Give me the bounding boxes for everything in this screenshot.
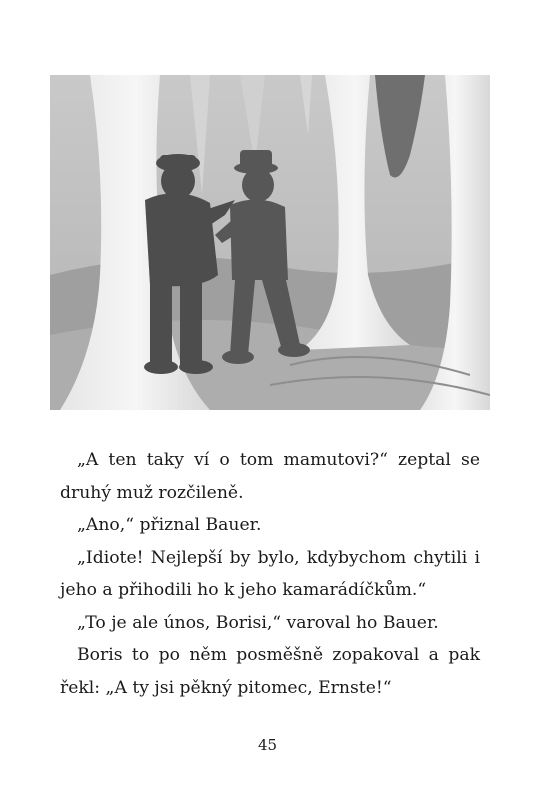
- paragraph: Boris to po něm posměšně zopakoval a pak řekl: „A ty jsi pěkný pitomec, Ernste!“: [60, 645, 480, 698]
- story-text: [60, 444, 480, 704]
- paragraph: „A ten taky ví o tom mamutovi?“ zeptal se druhý muž rozčileně.: [60, 450, 480, 503]
- paragraph: „Idiote! Nejlepší by bylo, kdybychom chytili i jeho a přihodili ho k jeho kamarádíčkům.“: [60, 547, 480, 600]
- paragraph: „To je ale únos, Borisi,“ varoval ho Bauer.: [77, 612, 439, 633]
- page-number: 45: [257, 736, 278, 754]
- cave-illustration: [50, 75, 490, 410]
- paragraph: „Ano,“ přiznal Bauer.: [77, 515, 262, 535]
